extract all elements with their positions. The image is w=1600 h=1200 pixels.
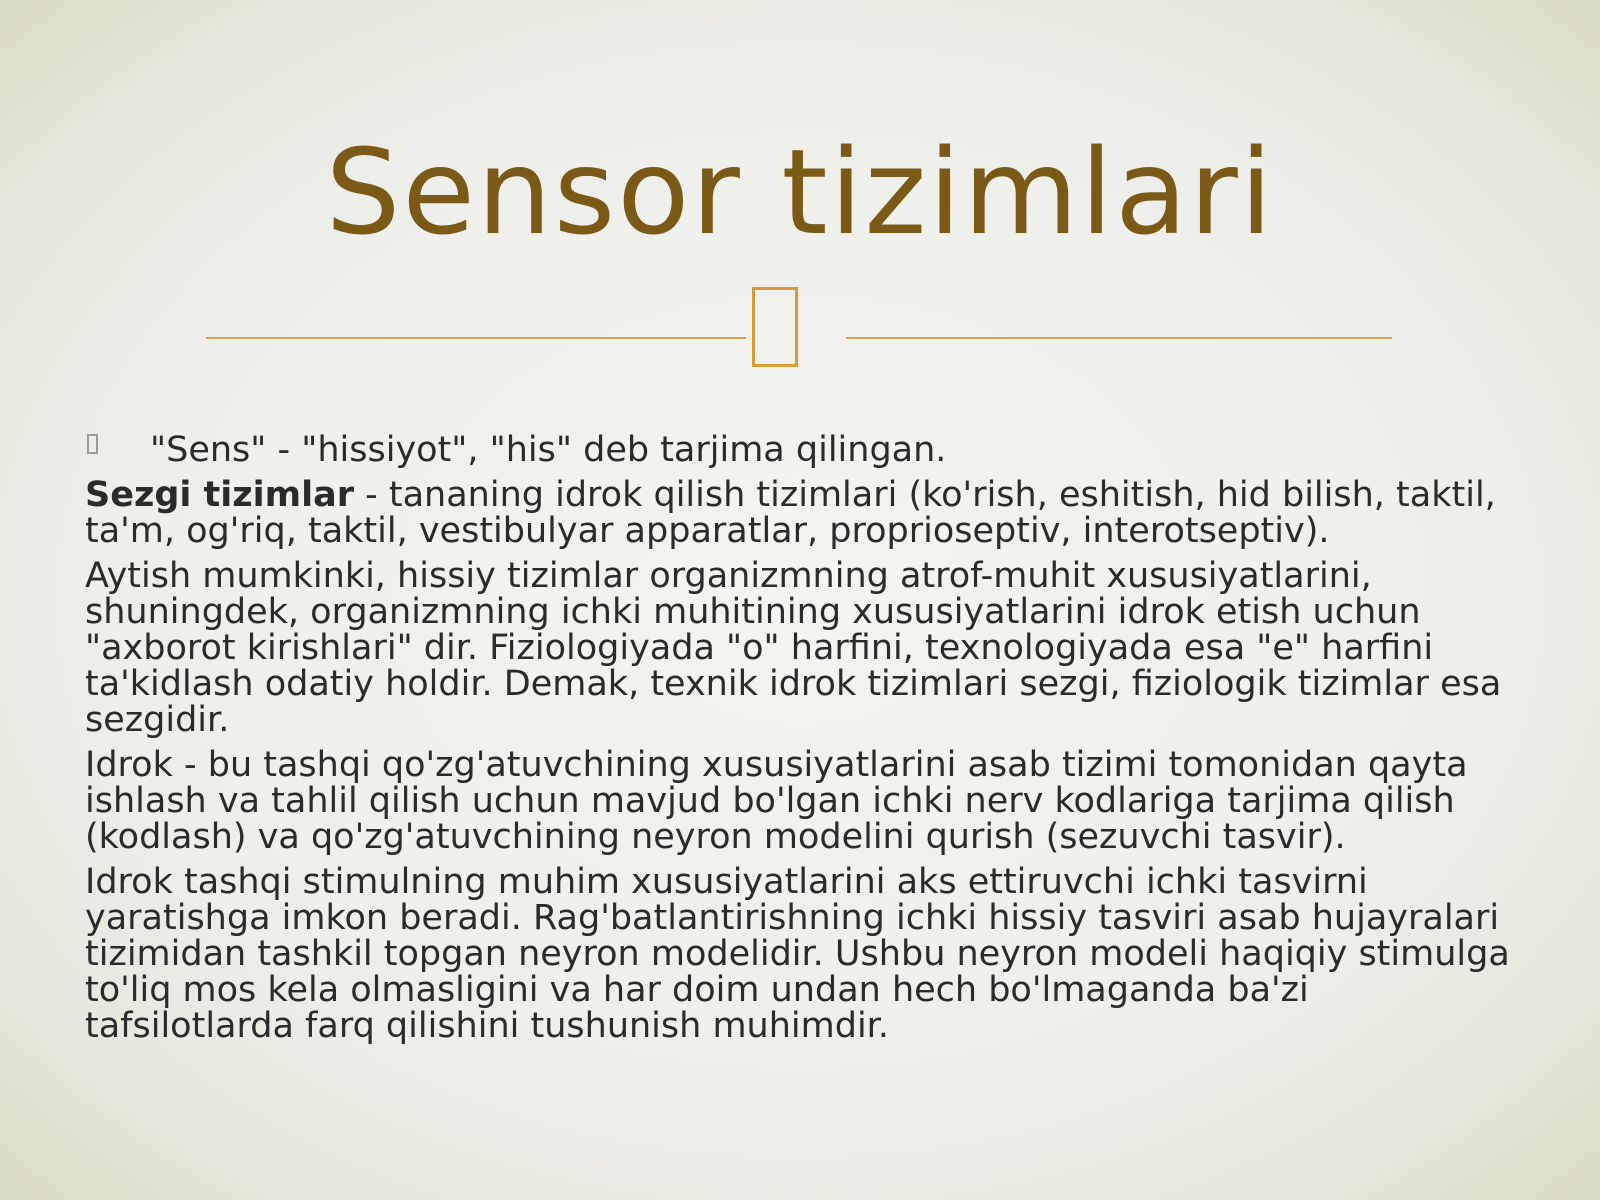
bullet-text: "Sens" - "hissiyot", "his" deb tarjima qilingan. [150,430,947,470]
divider-rectangle-icon [752,287,798,367]
paragraph-sezgi [85,477,1510,549]
bullet-paragraph [85,432,1510,468]
title-rule-left [206,337,746,339]
definition-sezgi-tizimlar: - tananing idrok qilish tizimlari (ko'rish, eshitish, hid bilish, taktil, ta'm, og'riq, taktil, vestibulyar apparatlar, proprioseptiv, interotseptiv). [85,475,1496,551]
paragraph-aytish: Aytish mumkinki, hissiy tizimlar organizmning atrof-muhit xususiyatlarini, shuningdek, organizmning ichki muhitining xususiyatlarini idrok etish uchun "axborot kirishlari" dir. Fiziologiyada "o" harfini, texnologiyada esa "e" harfini ta'kidlash odatiy holdir. Demak, texnik idrok tizimlari sezgi, fiziologik tizimlar esa sezgidir. [85,556,1502,740]
term-sezgi-tizimlar: Sezgi tizimlar [85,475,354,515]
square-bullet-icon [87,434,98,454]
title-rule-right [846,337,1392,339]
slide-title: Sensor tizimlari [325,123,1275,261]
paragraph-idrok-model: Idrok tashqi stimulning muhim xususiyatlarini aks ettiruvchi ichki tasvirni yaratishga imkon beradi. Rag'batlantirishning ichki hissiy tasviri asab hujayralari tizimidan tashkil topgan neyron modelidir. Ushbu neyron modeli haqiqiy stimulga to'liq mos kela olmasligini va har doim undan hech bo'lmaganda ba'zi tafsilotlarda farq qilishini tushunish muhimdir. [85,862,1510,1046]
paragraph-idrok-definition: Idrok - bu tashqi qo'zg'atuvchining xususiyatlarini asab tizimi tomonidan qayta ishlash va tahlil qilish uchun mavjud bo'lgan ichki nerv kodlariga tarjima qilish (kodlash) va qo'zg'atuvchining neyron modelini qurish (sezuvchi tasvir). [85,745,1468,857]
slide-body [85,432,1510,1053]
